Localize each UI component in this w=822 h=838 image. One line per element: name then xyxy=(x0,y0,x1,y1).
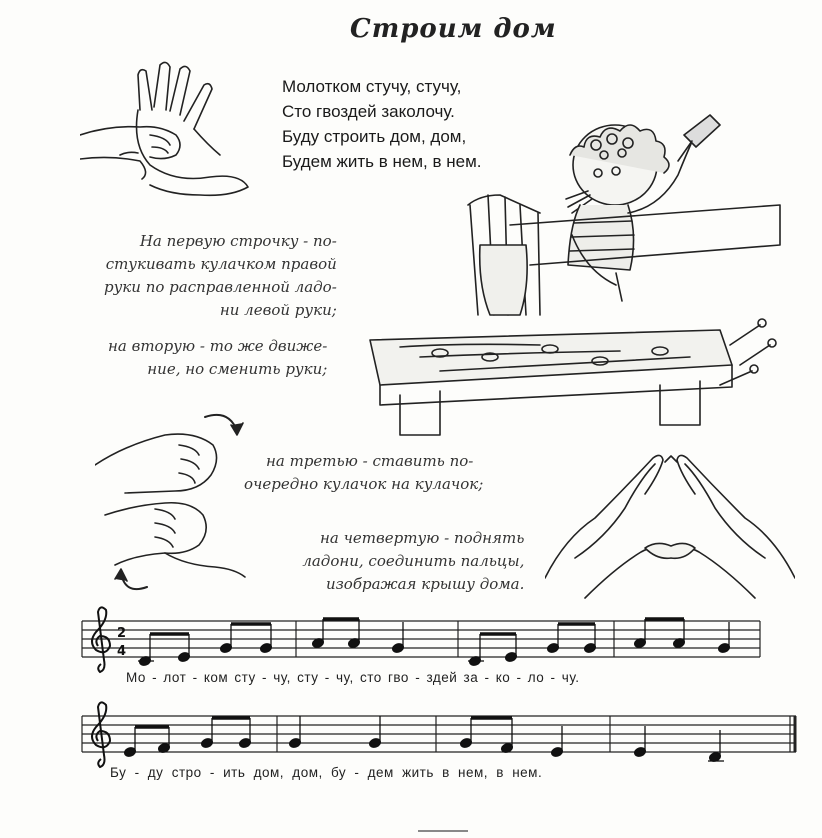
page-title: Строим дом xyxy=(350,14,557,44)
instruction-text: На первую строчку - по- xyxy=(139,232,337,250)
instruction-text: на вторую - то же движе- xyxy=(108,337,328,355)
instruction-text: изображая крышу дома. xyxy=(325,575,525,593)
time-signature-top: 2 xyxy=(117,626,127,641)
instruction-text: ни левой руки; xyxy=(219,301,337,319)
poem-line: Сто гвоздей заколочу. xyxy=(282,102,455,121)
lyrics-line-2: Бу - ду стро - ить дом, дом, бу - дем жить в нем, в нем. xyxy=(110,765,543,780)
instruction-text: стукивать кулачком правой xyxy=(105,255,337,273)
poem-line: Будем жить в нем, в нем. xyxy=(282,152,482,171)
staff-2 xyxy=(82,716,796,752)
poem-line: Буду строить дом, дом, xyxy=(282,127,467,146)
page-divider xyxy=(418,830,468,832)
instruction-text: на третью - ставить по- xyxy=(266,452,474,470)
lyrics-line-1: Мо - лот - ком сту - чу, сту - чу, сто гво - здей за - ко - ло - чу. xyxy=(126,670,580,685)
instruction-text: на четвертую - поднять xyxy=(320,529,525,547)
time-signature-bottom: 4 xyxy=(117,644,127,659)
treble-clef-icon xyxy=(92,702,110,767)
staff-1 xyxy=(82,621,760,657)
instruction-text: ладони, соединить пальцы, xyxy=(302,552,525,570)
treble-clef-icon xyxy=(92,607,110,672)
instruction-text: руки по расправленной ладо- xyxy=(104,278,337,296)
instruction-text: очередно кулачок на кулачок; xyxy=(244,475,484,493)
poem-line: Молотком стучу, стучу, xyxy=(282,77,462,96)
instruction-text: ние, но сменить руки; xyxy=(147,360,328,378)
